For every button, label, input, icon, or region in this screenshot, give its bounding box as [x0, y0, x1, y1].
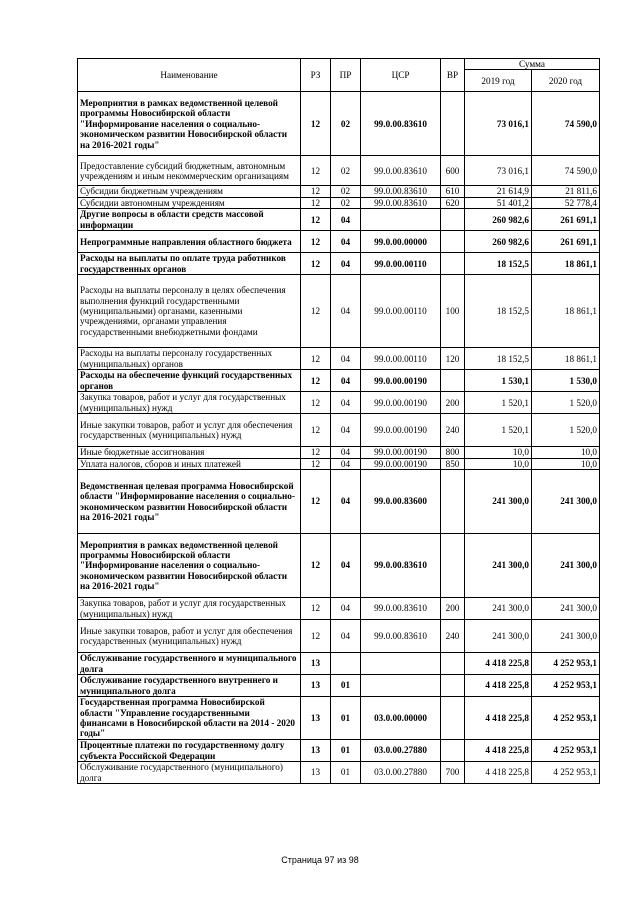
cell-rz: 12 — [301, 598, 331, 620]
header-name: Наименование — [78, 59, 301, 92]
cell-2019: 4 418 225,8 — [465, 762, 532, 784]
cell-name: Другие вопросы в области средств массовой информации — [78, 209, 301, 231]
cell-2019: 260 982,6 — [465, 209, 532, 231]
cell-vr: 200 — [441, 598, 465, 620]
cell-csr: 99.0.00.00110 — [361, 253, 441, 275]
cell-vr: 620 — [441, 197, 465, 208]
cell-rz: 12 — [301, 370, 331, 392]
table-row — [78, 762, 600, 784]
cell-name: Предоставление субсидий бюджетным, автономным учреждениям и иным некоммерческим организациям — [78, 156, 301, 186]
cell-rz: 12 — [301, 197, 331, 208]
cell-rz: 12 — [301, 470, 331, 534]
table-row — [78, 620, 600, 653]
table-row — [78, 458, 600, 469]
cell-2020: 241 300,0 — [532, 620, 600, 653]
cell-2019: 21 614,9 — [465, 186, 532, 197]
cell-csr: 99.0.00.83610 — [361, 598, 441, 620]
cell-pr — [331, 653, 361, 675]
cell-csr: 99.0.00.00190 — [361, 414, 441, 447]
cell-rz: 13 — [301, 697, 331, 740]
cell-2020: 74 590,0 — [532, 156, 600, 186]
cell-csr: 99.0.00.00110 — [361, 275, 441, 348]
cell-vr: 240 — [441, 620, 465, 653]
cell-pr: 02 — [331, 92, 361, 156]
table-row — [78, 275, 600, 348]
cell-pr: 01 — [331, 762, 361, 784]
cell-vr — [441, 209, 465, 231]
cell-name: Иные бюджетные ассигнования — [78, 447, 301, 458]
cell-vr — [441, 534, 465, 598]
table-row — [78, 197, 600, 208]
cell-pr: 04 — [331, 458, 361, 469]
cell-name: Расходы на обеспечение функций государственных органов — [78, 370, 301, 392]
cell-rz: 12 — [301, 620, 331, 653]
cell-vr: 850 — [441, 458, 465, 469]
header-sum: Сумма — [465, 59, 600, 70]
table-row — [78, 92, 600, 156]
table-row — [78, 598, 600, 620]
cell-rz: 13 — [301, 653, 331, 675]
cell-2020: 21 811,6 — [532, 186, 600, 197]
table-row — [78, 209, 600, 231]
cell-name: Субсидии автономным учреждениям — [78, 197, 301, 208]
table-row — [78, 186, 600, 197]
cell-name: Закупка товаров, работ и услуг для государственных (муниципальных) нужд — [78, 392, 301, 414]
cell-rz: 12 — [301, 92, 331, 156]
cell-2019: 4 418 225,8 — [465, 675, 532, 697]
cell-rz: 12 — [301, 414, 331, 447]
cell-name: Обслуживание государственного (муниципального) долга — [78, 762, 301, 784]
cell-vr — [441, 740, 465, 762]
cell-name: Закупка товаров, работ и услуг для государственных (муниципальных) нужд — [78, 598, 301, 620]
table-row — [78, 231, 600, 253]
cell-csr: 03.0.00.00000 — [361, 697, 441, 740]
cell-rz: 12 — [301, 392, 331, 414]
table-row — [78, 740, 600, 762]
cell-name: Иные закупки товаров, работ и услуг для обеспечения государственных (муниципальных) нужд — [78, 414, 301, 447]
page-footer: Страница 97 из 98 — [281, 855, 359, 865]
cell-rz: 13 — [301, 762, 331, 784]
cell-csr: 99.0.00.00190 — [361, 458, 441, 469]
cell-csr — [361, 653, 441, 675]
cell-pr: 04 — [331, 598, 361, 620]
table-row — [78, 534, 600, 598]
cell-2019: 1 520,1 — [465, 392, 532, 414]
cell-vr — [441, 370, 465, 392]
cell-2020: 4 252 953,1 — [532, 653, 600, 675]
cell-2020: 10,0 — [532, 447, 600, 458]
cell-pr: 04 — [331, 348, 361, 370]
table-row — [78, 447, 600, 458]
cell-vr: 600 — [441, 156, 465, 186]
cell-2019: 10,0 — [465, 447, 532, 458]
header-year-2020: 2020 год — [532, 70, 600, 92]
cell-csr: 99.0.00.83610 — [361, 534, 441, 598]
cell-pr: 04 — [331, 231, 361, 253]
table-row — [78, 348, 600, 370]
cell-2020: 52 778,4 — [532, 197, 600, 208]
cell-name: Расходы на выплаты по оплате труда работников государственных органов — [78, 253, 301, 275]
cell-csr: 03.0.00.27880 — [361, 762, 441, 784]
cell-vr: 800 — [441, 447, 465, 458]
table-body — [78, 92, 600, 784]
cell-rz: 12 — [301, 186, 331, 197]
cell-pr: 04 — [331, 370, 361, 392]
cell-vr: 200 — [441, 392, 465, 414]
cell-2019: 241 300,0 — [465, 534, 532, 598]
cell-csr: 99.0.00.83610 — [361, 186, 441, 197]
cell-pr: 02 — [331, 197, 361, 208]
cell-pr: 04 — [331, 275, 361, 348]
cell-rz: 12 — [301, 275, 331, 348]
cell-2019: 4 418 225,8 — [465, 653, 532, 675]
cell-csr: 03.0.00.27880 — [361, 740, 441, 762]
cell-csr: 99.0.00.83610 — [361, 156, 441, 186]
cell-pr: 01 — [331, 697, 361, 740]
cell-name: Иные закупки товаров, работ и услуг для обеспечения государственных (муниципальных) нужд — [78, 620, 301, 653]
cell-2020: 4 252 953,1 — [532, 762, 600, 784]
cell-rz: 13 — [301, 675, 331, 697]
cell-2019: 1 530,1 — [465, 370, 532, 392]
cell-2020: 74 590,0 — [532, 92, 600, 156]
cell-2019: 73 016,1 — [465, 156, 532, 186]
header-rz: РЗ — [301, 59, 331, 92]
cell-2019: 18 152,5 — [465, 275, 532, 348]
header-vr: ВР — [441, 59, 465, 92]
cell-pr: 04 — [331, 414, 361, 447]
cell-csr: 99.0.00.83610 — [361, 197, 441, 208]
table-row — [78, 392, 600, 414]
cell-2019: 18 152,5 — [465, 253, 532, 275]
budget-table — [77, 58, 600, 784]
cell-name: Процентные платежи по государственному долгу субъекта Российской Федерации — [78, 740, 301, 762]
cell-2020: 4 252 953,1 — [532, 697, 600, 740]
cell-2020: 18 861,1 — [532, 253, 600, 275]
cell-name: Расходы на выплаты персоналу государственных (муниципальных) органов — [78, 348, 301, 370]
table-row — [78, 653, 600, 675]
cell-pr: 04 — [331, 470, 361, 534]
cell-csr: 99.0.00.00190 — [361, 447, 441, 458]
cell-vr: 700 — [441, 762, 465, 784]
cell-pr: 04 — [331, 620, 361, 653]
cell-rz: 12 — [301, 156, 331, 186]
cell-2019: 241 300,0 — [465, 598, 532, 620]
cell-2019: 4 418 225,8 — [465, 740, 532, 762]
cell-2020: 261 691,1 — [532, 231, 600, 253]
cell-2019: 260 982,6 — [465, 231, 532, 253]
cell-pr: 02 — [331, 186, 361, 197]
cell-name: Непрограммные направления областного бюджета — [78, 231, 301, 253]
cell-name: Обслуживание государственного и муниципального долга — [78, 653, 301, 675]
table-row — [78, 253, 600, 275]
cell-2019: 4 418 225,8 — [465, 697, 532, 740]
cell-rz: 12 — [301, 458, 331, 469]
table-row — [78, 414, 600, 447]
cell-2020: 241 300,0 — [532, 598, 600, 620]
cell-rz: 12 — [301, 447, 331, 458]
cell-2019: 18 152,5 — [465, 348, 532, 370]
header-pr: ПР — [331, 59, 361, 92]
cell-pr: 02 — [331, 156, 361, 186]
cell-csr: 99.0.00.00190 — [361, 392, 441, 414]
cell-rz: 12 — [301, 209, 331, 231]
cell-2019: 51 401,2 — [465, 197, 532, 208]
cell-csr — [361, 675, 441, 697]
cell-name: Обслуживание государственного внутреннего и муниципального долга — [78, 675, 301, 697]
cell-vr — [441, 697, 465, 740]
cell-csr: 99.0.00.00000 — [361, 231, 441, 253]
cell-rz: 12 — [301, 253, 331, 275]
cell-name: Государственная программа Новосибирской области "Управление государственными финансами в Новосибирской области на 2014 - 2020 годы" — [78, 697, 301, 740]
cell-2020: 10,0 — [532, 458, 600, 469]
table-row — [78, 470, 600, 534]
cell-name: Мероприятия в рамках ведомственной целевой программы Новосибирской области "Информирование населения о социально-экономическом развитии Новосибирской области на 2016-2021 годы" — [78, 92, 301, 156]
header-year-2019: 2019 год — [465, 70, 532, 92]
cell-vr: 120 — [441, 348, 465, 370]
cell-2019: 241 300,0 — [465, 620, 532, 653]
cell-name: Ведомственная целевая программа Новосибирской области "Информирование населения о социально-экономическом развитии Новосибирской области на 2016-2021 годы" — [78, 470, 301, 534]
cell-rz: 12 — [301, 534, 331, 598]
table-row — [78, 156, 600, 186]
cell-vr — [441, 470, 465, 534]
cell-pr: 01 — [331, 740, 361, 762]
cell-pr: 04 — [331, 447, 361, 458]
cell-csr: 99.0.00.00110 — [361, 348, 441, 370]
cell-csr: 99.0.00.83610 — [361, 92, 441, 156]
cell-pr: 01 — [331, 675, 361, 697]
cell-name: Уплата налогов, сборов и иных платежей — [78, 458, 301, 469]
cell-rz: 12 — [301, 348, 331, 370]
header-csr: ЦСР — [361, 59, 441, 92]
cell-vr — [441, 653, 465, 675]
cell-2020: 18 861,1 — [532, 275, 600, 348]
cell-pr: 04 — [331, 253, 361, 275]
table-row — [78, 675, 600, 697]
cell-vr — [441, 231, 465, 253]
cell-pr: 04 — [331, 534, 361, 598]
cell-csr: 99.0.00.83610 — [361, 620, 441, 653]
cell-name: Мероприятия в рамках ведомственной целевой программы Новосибирской области "Информирование населения о социально-экономическом развитии Новосибирской области на 2016-2021 годы" — [78, 534, 301, 598]
cell-2020: 1 520,0 — [532, 414, 600, 447]
cell-rz: 12 — [301, 231, 331, 253]
cell-vr: 100 — [441, 275, 465, 348]
cell-csr: 99.0.00.00190 — [361, 370, 441, 392]
cell-vr: 610 — [441, 186, 465, 197]
cell-2020: 4 252 953,1 — [532, 740, 600, 762]
cell-2019: 73 016,1 — [465, 92, 532, 156]
cell-vr: 240 — [441, 414, 465, 447]
cell-vr — [441, 92, 465, 156]
cell-2019: 1 520,1 — [465, 414, 532, 447]
cell-pr: 04 — [331, 209, 361, 231]
cell-2019: 241 300,0 — [465, 470, 532, 534]
cell-vr — [441, 675, 465, 697]
cell-name: Субсидии бюджетным учреждениям — [78, 186, 301, 197]
cell-2020: 261 691,1 — [532, 209, 600, 231]
cell-vr — [441, 253, 465, 275]
cell-name: Расходы на выплаты персоналу в целях обеспечения выполнения функций государственными (муниципальными) органами, казенными учреждениями, органами управления государственными внебюджетными фондами — [78, 275, 301, 348]
cell-csr: 99.0.00.83600 — [361, 470, 441, 534]
cell-2020: 241 300,0 — [532, 534, 600, 598]
cell-csr — [361, 209, 441, 231]
cell-2020: 1 530,0 — [532, 370, 600, 392]
cell-rz: 13 — [301, 740, 331, 762]
cell-2020: 4 252 953,1 — [532, 675, 600, 697]
cell-2020: 18 861,1 — [532, 348, 600, 370]
cell-pr: 04 — [331, 392, 361, 414]
cell-2019: 10,0 — [465, 458, 532, 469]
table-row — [78, 697, 600, 740]
table-row — [78, 370, 600, 392]
cell-2020: 1 520,0 — [532, 392, 600, 414]
cell-2020: 241 300,0 — [532, 470, 600, 534]
